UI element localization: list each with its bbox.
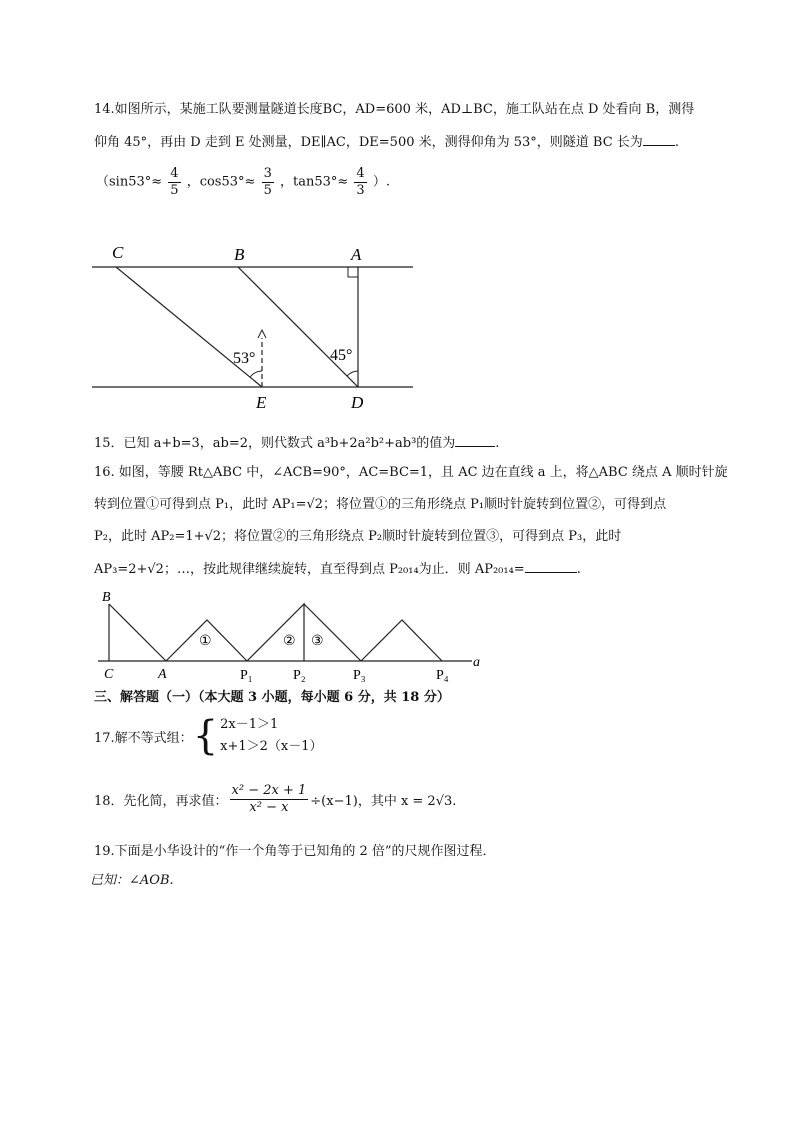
tan-num: 4: [356, 166, 365, 181]
label-d: D: [351, 393, 364, 412]
line-ce: [116, 267, 262, 387]
q15: [94, 434, 499, 453]
q16-line4-end: .: [576, 562, 581, 577]
q14-answer-blank[interactable]: [643, 133, 675, 146]
q14-hint-close: ）.: [372, 174, 390, 190]
q18-fraction: [230, 783, 309, 816]
label-e: E: [256, 393, 267, 412]
q14-hint: [96, 166, 390, 199]
up-arrow-icon: [258, 330, 266, 338]
q18: [94, 783, 456, 816]
q14-line2: [94, 133, 679, 152]
q17-system: [220, 714, 322, 758]
q14-hint-open: （sin53°≈: [96, 174, 163, 190]
cos-label: ，cos53°≈: [186, 174, 256, 190]
q14-line2-end: .: [674, 135, 679, 150]
line-bd: [238, 267, 358, 387]
q19-line1-text: 19.下面是小华设计的“作一个角等于已知角的 2 倍”的尺规作图过程．: [94, 844, 496, 859]
triangle-pos2: [247, 604, 304, 661]
angle-45-label: 45°: [330, 347, 353, 364]
q15-answer-blank[interactable]: [455, 434, 495, 447]
section-3-title: 三、解答题（一）（本大题 3 小题，每小题 6 分，共 18 分）: [94, 690, 450, 705]
label-p2: P₂: [293, 668, 306, 683]
cos-fraction: [262, 166, 274, 199]
triangle-pos3: [304, 604, 361, 661]
label-p1: P₁: [240, 668, 253, 683]
tri-ab: [109, 604, 166, 661]
q17-label: 17.解不等式组：: [94, 730, 193, 746]
q19-line1: [94, 843, 496, 861]
q16-line1: [94, 464, 728, 482]
rotation-figure: [92, 586, 492, 684]
label-line-a: a: [473, 655, 480, 670]
label-pos2: ②: [283, 634, 296, 649]
brace-icon: {: [192, 713, 219, 759]
q16-line1-text: 16. 如图，等腰 Rt△ABC 中，∠ACB=90°，AC=BC=1，且 AC 边在直线 a 上，将△ABC 绕点 A 顺时针旋: [94, 465, 728, 480]
label-p3: P₃: [353, 668, 366, 683]
angle-53-label: 53°: [233, 350, 256, 367]
label-b: B: [234, 245, 245, 264]
q18-numerator: x² − 2x + 1: [231, 783, 307, 798]
q14-line2-text: 仰角 45°，再由 D 走到 E 处测量，DE∥AC，DE=500 米，测得仰角为 53°，则隧道 BC 长为: [94, 135, 643, 150]
label-pos1: ①: [199, 634, 212, 649]
cos-num: 3: [263, 166, 272, 181]
sin-num: 4: [170, 166, 179, 181]
q15-text: 15．已知 a+b=3，ab=2，则代数式 a³b+2a²b²+ab³的值为: [94, 436, 456, 451]
angle-arc-d: [347, 371, 358, 376]
label-pos3: ③: [311, 634, 324, 649]
triangle-pos4: [361, 620, 442, 661]
label-a2: A: [158, 667, 167, 682]
label-a: A: [351, 245, 362, 264]
q17-inequality-2: x+1＞2（x－1）: [220, 739, 323, 754]
q17-inequality-1: 2x－1＞1: [220, 717, 279, 732]
q14-line1-text: 14.如图所示，某施工队要测量隧道长度BC，AD=600 米，AD⊥BC，施工队站在点 D 处看向 B，测得: [94, 102, 695, 117]
angle-arc-e: [250, 371, 262, 377]
q18-denominator: x² − x: [249, 800, 289, 815]
q16-line4: [94, 560, 581, 579]
q16-answer-blank[interactable]: [525, 560, 577, 573]
q18-rest: ÷(x−1)，其中 x = 2√3.: [310, 794, 457, 809]
q16-line2: [94, 496, 666, 514]
right-angle-mark: [348, 267, 358, 277]
q14-line1: [94, 101, 694, 119]
label-b2: B: [102, 590, 111, 605]
label-c: C: [112, 243, 124, 262]
label-p4: P₄: [436, 668, 449, 683]
cos-den: 5: [263, 183, 272, 198]
sin-fraction: [168, 166, 180, 199]
tan-label: ，tan53°≈: [279, 174, 349, 190]
tunnel-figure: [80, 238, 420, 413]
q19-line2: [90, 872, 174, 890]
q16-line4-text: AP₃=2+√2；…，按此规律继续旋转，直至得到点 P₂₀₁₄为止．则 AP₂₀₁₄=: [94, 562, 525, 577]
label-c2: C: [104, 667, 114, 682]
q17: [94, 714, 323, 758]
q15-end: .: [495, 436, 500, 451]
q16-line2-text: 转到位置①可得到点 P₁，此时 AP₁=√2；将位置①的三角形绕点 P₁顺时针旋转到位置②，可得到点: [94, 497, 667, 512]
tan-den: 3: [356, 183, 365, 198]
q18-label: 18．先化简，再求值：: [94, 794, 228, 809]
q19-line2-text: 已知：∠AOB.: [90, 873, 174, 888]
tan-fraction: [354, 166, 366, 199]
sin-den: 5: [170, 183, 179, 198]
q16-line3-text: P₂，此时 AP₂=1+√2；将位置②的三角形绕点 P₂顺时针旋转到位置③，可得到点 P₃，此时: [94, 529, 622, 544]
q16-line3: [94, 528, 621, 546]
